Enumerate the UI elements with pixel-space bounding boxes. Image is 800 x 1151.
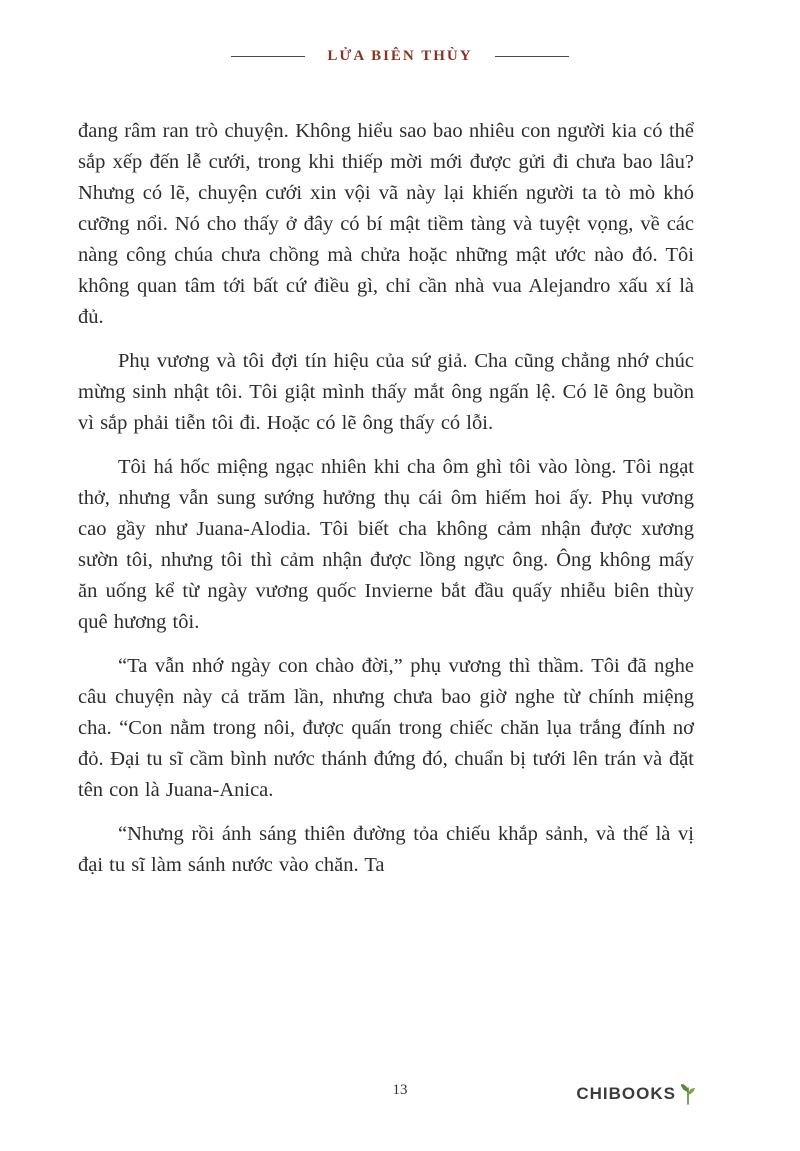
page-number: 13 — [392, 1082, 408, 1098]
book-title: LỬA BIÊN THÙY — [327, 48, 473, 64]
running-header — [0, 48, 800, 65]
leaf-icon — [678, 1083, 698, 1105]
paragraph: “Ta vẫn nhớ ngày con chào đời,” phụ vương thì thầm. Tôi đã nghe câu chuyện này cả trăm lần, nhưng chưa bao giờ nghe từ chính miệng cha. “Con nằm trong nôi, được quấn trong chiếc chăn lụa trắng đính nơ đỏ. Đại tu sĩ cầm bình nước thánh đứng đó, chuẩn bị tưới lên trán và đặt tên con là Juana-Anica. — [78, 655, 694, 801]
paragraph: “Nhưng rồi ánh sáng thiên đường tỏa chiếu khắp sảnh, và thế là vị đại tu sĩ làm sánh nước vào chăn. Ta — [78, 823, 694, 876]
publisher-logo — [576, 1083, 698, 1105]
header-rule-left — [231, 56, 305, 57]
page-body — [78, 116, 694, 894]
header-rule-right — [495, 56, 569, 57]
paragraph: Tôi há hốc miệng ngạc nhiên khi cha ôm ghì tôi vào lòng. Tôi ngạt thở, nhưng vẫn sung sướng hưởng thụ cái ôm hiếm hoi ấy. Phụ vương cao gầy như Juana-Alodia. Tôi biết cha không cảm nhận được xương sườn tôi, nhưng tôi thì cảm nhận được lồng ngực ông. Ông không mấy ăn uống kể từ ngày vương quốc Invierne bắt đầu quấy nhiễu biên thùy quê hương tôi. — [78, 456, 694, 633]
paragraph: đang râm ran trò chuyện. Không hiểu sao bao nhiêu con người kia có thể sắp xếp đến lễ cưới, trong khi thiếp mời mới được gửi đi chưa bao lâu? Nhưng có lẽ, chuyện cưới xin vội vã này lại khiến người ta tò mò khó cưỡng nổi. Nó cho thấy ở đây có bí mật tiềm tàng và tuyệt vọng, về các nàng công chúa chưa chồng mà chửa hoặc những mật ước nào đó. Tôi không quan tâm tới bất cứ điều gì, chỉ cần nhà vua Alejandro xấu xí là đủ. — [78, 120, 694, 328]
paragraph: Phụ vương và tôi đợi tín hiệu của sứ giả. Cha cũng chẳng nhớ chúc mừng sinh nhật tôi. Tôi giật mình thấy mắt ông ngấn lệ. Có lẽ ông buồn vì sắp phải tiễn tôi đi. Hoặc có lẽ ông thấy có lỗi. — [78, 350, 694, 434]
publisher-name: CHIBOOKS — [576, 1084, 676, 1103]
